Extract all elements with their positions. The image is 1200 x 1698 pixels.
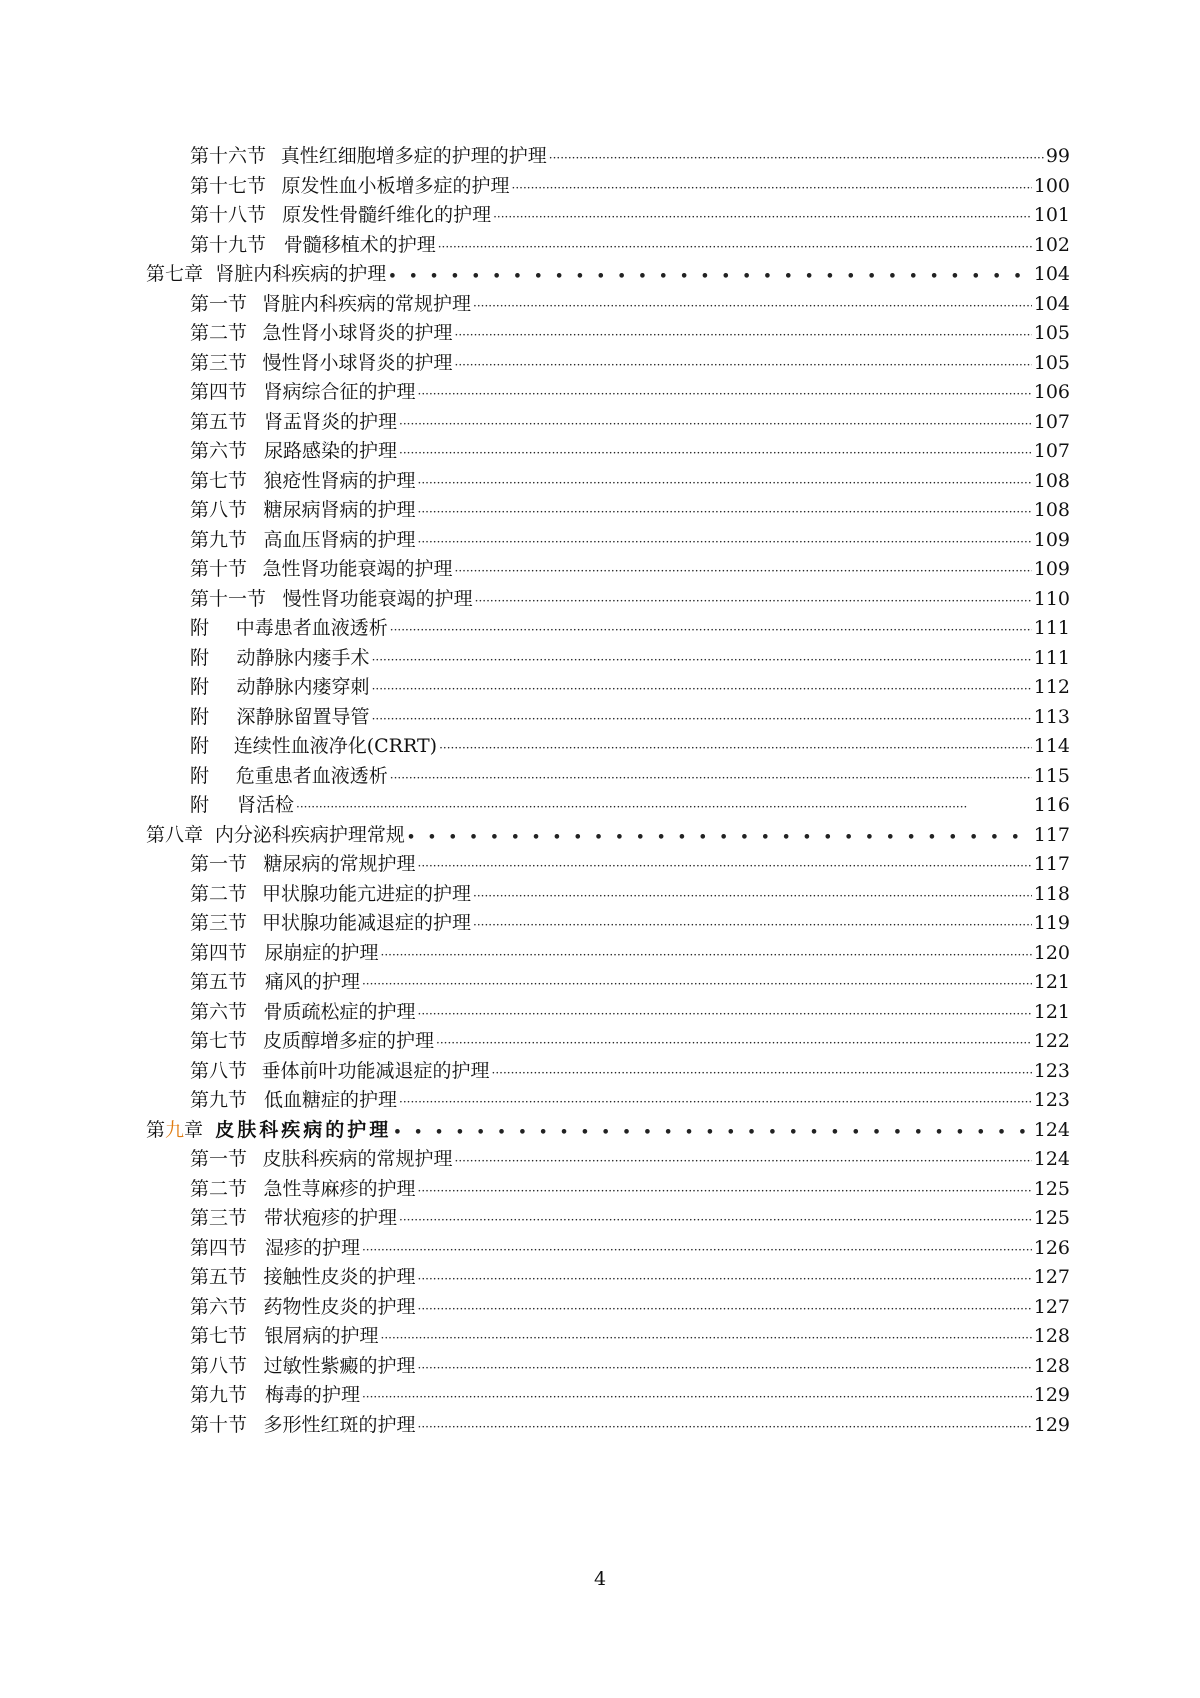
toc-entry-title: 皮肤科疾病的护理 bbox=[215, 1118, 392, 1141]
toc-entry-title: 多形性红斑的护理 bbox=[263, 1413, 416, 1436]
toc-section-entry[interactable] bbox=[190, 791, 1070, 819]
dot-leader bbox=[418, 1263, 1032, 1293]
toc-entry-page: 118 bbox=[1033, 882, 1070, 905]
dot-leader bbox=[390, 614, 1032, 644]
toc-entry-label: 附 bbox=[190, 705, 210, 728]
toc-section-entry[interactable] bbox=[190, 850, 1070, 878]
toc-entry-title: 梅毒的护理 bbox=[264, 1384, 360, 1406]
toc-entry-label: 第二节 bbox=[190, 322, 248, 344]
toc-section-entry[interactable] bbox=[190, 1204, 1070, 1232]
dot-leader bbox=[399, 1086, 1032, 1116]
toc-entry-page: 122 bbox=[1033, 1030, 1070, 1052]
toc-entry-label: 第七节 bbox=[190, 1325, 248, 1347]
toc-section-entry[interactable] bbox=[190, 555, 1070, 583]
toc-chapter-entry[interactable] bbox=[146, 260, 1070, 288]
dot-leader bbox=[473, 290, 1032, 320]
toc-entry-label: 第十七节 bbox=[190, 174, 267, 197]
toc-chapter-entry[interactable] bbox=[146, 821, 1070, 849]
toc-entry-label: 第九节 bbox=[190, 1384, 248, 1406]
toc-entry-title: 慢性肾功能衰竭的护理 bbox=[282, 587, 473, 610]
toc-entry-title: 急性肾小球肾炎的护理 bbox=[262, 322, 453, 344]
dot-leader bbox=[362, 1234, 1032, 1264]
toc-entry-title: 糖尿病肾病的护理 bbox=[263, 499, 416, 521]
dot-leader bbox=[418, 1411, 1032, 1441]
dot-leader bbox=[407, 821, 1032, 852]
dot-leader bbox=[393, 1116, 1032, 1147]
toc-section-entry[interactable] bbox=[190, 1145, 1070, 1173]
toc-entry-page: 126 bbox=[1033, 1236, 1070, 1259]
toc-entry-title: 内分泌科疾病护理常规 bbox=[214, 823, 405, 846]
toc-section-entry[interactable] bbox=[190, 496, 1070, 524]
toc-entry-page: 123 bbox=[1033, 1059, 1070, 1082]
toc-section-entry[interactable] bbox=[190, 172, 1070, 200]
toc-entry-label: 第十九节 bbox=[190, 233, 267, 256]
toc-section-entry[interactable] bbox=[190, 1234, 1070, 1262]
dot-leader bbox=[455, 349, 1032, 379]
toc-entry-page: 100 bbox=[1033, 174, 1070, 197]
dot-leader bbox=[473, 880, 1032, 910]
toc-entry-title: 慢性肾小球肾炎的护理 bbox=[262, 351, 453, 374]
toc-entry-label: 第十节 bbox=[190, 558, 248, 580]
dot-leader bbox=[473, 909, 1032, 939]
toc-entry-label: 第二节 bbox=[190, 1177, 248, 1200]
toc-section-entry[interactable] bbox=[190, 1293, 1070, 1321]
dot-leader bbox=[418, 526, 1032, 556]
toc-entry-label: 第五节 bbox=[190, 1266, 248, 1288]
toc-section-entry[interactable] bbox=[190, 732, 1070, 760]
toc-entry-title: 尿路感染的护理 bbox=[263, 440, 397, 462]
toc-entry-title: 皮质醇增多症的护理 bbox=[262, 1030, 434, 1052]
toc-section-entry[interactable] bbox=[190, 762, 1070, 790]
toc-entry-title: 痛风的护理 bbox=[264, 971, 360, 993]
dot-leader bbox=[549, 142, 1044, 172]
toc-section-entry[interactable] bbox=[190, 290, 1070, 318]
toc-entry-label: 第三节 bbox=[190, 1207, 248, 1229]
toc-entry-title: 垂体前叶功能减退症的护理 bbox=[261, 1059, 490, 1082]
toc-entry-label: 第四节 bbox=[190, 941, 248, 964]
dot-leader bbox=[399, 437, 1032, 467]
toc-section-entry[interactable] bbox=[190, 437, 1070, 465]
dot-leader bbox=[475, 585, 1032, 615]
toc-section-entry[interactable] bbox=[190, 614, 1070, 642]
toc-entry-label: 第六节 bbox=[190, 1295, 248, 1318]
toc-entry-label: 第八节 bbox=[190, 1354, 248, 1377]
toc-entry-page: 125 bbox=[1033, 1177, 1070, 1200]
toc-section-entry[interactable] bbox=[190, 378, 1070, 406]
dot-leader bbox=[493, 201, 1032, 231]
toc-entry-title: 骨质疏松症的护理 bbox=[263, 1000, 416, 1023]
dot-leader bbox=[418, 1352, 1032, 1382]
toc-entry-title: 甲状腺功能减退症的护理 bbox=[262, 912, 472, 934]
toc-entry-title: 原发性骨髓纤维化的护理 bbox=[282, 204, 492, 226]
toc-section-entry[interactable] bbox=[190, 201, 1070, 229]
toc-entry-label: 第六节 bbox=[190, 440, 248, 462]
toc-section-entry[interactable] bbox=[190, 142, 1070, 170]
dot-leader bbox=[438, 231, 1032, 261]
toc-entry-label: 第七章 bbox=[146, 263, 204, 285]
toc-entry-page: 129 bbox=[1033, 1384, 1070, 1406]
dot-leader bbox=[436, 1027, 1032, 1057]
toc-entry-title: 连续性血液净化(CRRT) bbox=[233, 735, 438, 757]
toc-entry-label: 第一节 bbox=[190, 853, 248, 875]
toc-entry-title: 真性红细胞增多症的护理的护理 bbox=[280, 145, 547, 167]
toc-entry-page: 99 bbox=[1045, 145, 1070, 167]
toc-entry-label: 第四节 bbox=[190, 381, 248, 403]
toc-entry-page: 105 bbox=[1033, 322, 1070, 344]
toc-entry-label: 第十节 bbox=[190, 1413, 248, 1436]
toc-entry-title: 狼疮性肾病的护理 bbox=[263, 469, 416, 492]
dot-leader bbox=[418, 378, 1032, 408]
toc-entry-label: 第三节 bbox=[190, 912, 248, 934]
toc-entry-label: 第九节 bbox=[190, 528, 248, 551]
toc-entry-page: 124 bbox=[1033, 1118, 1070, 1141]
toc-entry-label: 第九章 bbox=[146, 1118, 204, 1141]
toc-entry-title: 低血糖症的护理 bbox=[263, 1089, 397, 1111]
toc-entry-title: 尿崩症的护理 bbox=[264, 941, 379, 964]
toc-entry-title: 甲状腺功能亢进症的护理 bbox=[262, 882, 472, 905]
toc-section-entry[interactable] bbox=[190, 1057, 1070, 1085]
toc-entry-label: 附 bbox=[190, 794, 210, 816]
toc-section-entry[interactable] bbox=[190, 673, 1070, 701]
toc-entry-label: 第二节 bbox=[190, 882, 248, 905]
toc-entry-label: 第六节 bbox=[190, 1000, 248, 1023]
toc-entry-label: 第四节 bbox=[190, 1236, 248, 1259]
toc-entry-label: 第十六节 bbox=[190, 145, 267, 167]
toc-section-entry[interactable] bbox=[190, 939, 1070, 967]
toc-entry-page: 105 bbox=[1033, 351, 1070, 374]
toc-section-entry[interactable] bbox=[190, 644, 1070, 672]
dot-leader bbox=[418, 998, 1032, 1028]
toc-entry-title: 高血压肾病的护理 bbox=[263, 528, 416, 551]
toc-entry-page: 107 bbox=[1033, 440, 1070, 462]
toc-entry-page: 113 bbox=[1033, 705, 1070, 728]
toc-entry-title: 肾病综合征的护理 bbox=[263, 381, 416, 403]
toc-entry-title: 药物性皮炎的护理 bbox=[263, 1295, 416, 1318]
toc-section-entry[interactable] bbox=[190, 1263, 1070, 1291]
toc-entry-title: 动静脉内瘘穿刺 bbox=[236, 676, 370, 698]
toc-section-entry[interactable] bbox=[190, 526, 1070, 554]
toc-entry-label: 第五节 bbox=[190, 971, 248, 993]
toc-entry-title: 中毒患者血液透析 bbox=[235, 617, 388, 639]
toc-entry-page: 124 bbox=[1033, 1148, 1070, 1170]
dot-leader bbox=[455, 1145, 1032, 1175]
toc-entry-page: 108 bbox=[1033, 469, 1070, 492]
toc-entry-title: 骨髓移植术的护理 bbox=[283, 233, 436, 256]
toc-section-entry[interactable] bbox=[190, 968, 1070, 996]
toc-entry-page: 119 bbox=[1033, 912, 1070, 934]
toc-entry-label: 第八节 bbox=[190, 1059, 248, 1082]
dot-leader bbox=[372, 644, 1032, 674]
dot-leader bbox=[399, 1204, 1032, 1234]
toc-entry-page: 128 bbox=[1033, 1354, 1070, 1377]
toc-entry-label: 第一节 bbox=[190, 1148, 248, 1170]
toc-entry-page: 121 bbox=[1033, 971, 1070, 993]
toc-section-entry[interactable] bbox=[190, 1352, 1070, 1380]
toc-entry-page: 117 bbox=[1033, 853, 1070, 875]
toc-section-entry[interactable] bbox=[190, 349, 1070, 377]
toc-entry-label: 第三节 bbox=[190, 351, 248, 374]
dot-leader bbox=[418, 467, 1032, 497]
toc-entry-page: 116 bbox=[1033, 794, 1070, 816]
toc-entry-page: 112 bbox=[1033, 676, 1070, 698]
toc-entry-title: 肾盂肾炎的护理 bbox=[263, 410, 397, 433]
toc-entry-title: 糖尿病的常规护理 bbox=[263, 853, 416, 875]
toc-entry-page: 109 bbox=[1033, 528, 1070, 551]
toc-section-entry[interactable] bbox=[190, 1411, 1070, 1439]
toc-entry-page: 117 bbox=[1033, 823, 1070, 846]
toc-section-entry[interactable] bbox=[190, 1322, 1070, 1350]
toc-entry-title: 接触性皮炎的护理 bbox=[263, 1266, 416, 1288]
toc-entry-page: 125 bbox=[1033, 1207, 1070, 1229]
dot-leader bbox=[362, 1381, 1032, 1411]
toc-section-entry[interactable] bbox=[190, 467, 1070, 495]
toc-entry-label: 第十八节 bbox=[190, 204, 267, 226]
toc-entry-page: 120 bbox=[1033, 941, 1070, 964]
toc-entry-title: 深静脉留置导管 bbox=[236, 705, 370, 728]
dot-leader bbox=[372, 673, 1032, 703]
toc-entry-label: 附 bbox=[190, 646, 210, 669]
toc-section-entry[interactable] bbox=[190, 408, 1070, 436]
toc-entry-title: 肾活检 bbox=[237, 794, 295, 816]
toc-entry-label: 第八节 bbox=[190, 499, 248, 521]
toc-entry-title: 带状疱疹的护理 bbox=[263, 1207, 397, 1229]
toc-section-entry[interactable] bbox=[190, 231, 1070, 259]
toc-entry-label: 第一节 bbox=[190, 292, 248, 315]
dot-leader bbox=[418, 496, 1032, 526]
toc-entry-page: 127 bbox=[1033, 1295, 1070, 1318]
toc-entry-page: 104 bbox=[1033, 263, 1070, 285]
toc-entry-page: 106 bbox=[1033, 381, 1070, 403]
dot-leader bbox=[492, 1057, 1032, 1087]
toc-entry-title: 急性荨麻疹的护理 bbox=[263, 1177, 416, 1200]
toc-section-entry[interactable] bbox=[190, 319, 1070, 347]
toc-entry-page: 111 bbox=[1033, 617, 1070, 639]
toc-entry-page: 111 bbox=[1033, 646, 1070, 669]
toc-entry-page: 121 bbox=[1033, 1000, 1070, 1023]
dot-leader bbox=[418, 1293, 1032, 1323]
toc-section-entry[interactable] bbox=[190, 1175, 1070, 1203]
toc-entry-page: 101 bbox=[1033, 204, 1070, 226]
toc-entry-page: 109 bbox=[1033, 558, 1070, 580]
toc-entry-page: 114 bbox=[1033, 735, 1070, 757]
toc-entry-title: 过敏性紫癜的护理 bbox=[263, 1354, 416, 1377]
dot-leader bbox=[455, 319, 1032, 349]
toc-entry-title: 危重患者血液透析 bbox=[235, 764, 388, 787]
toc-entry-label: 第十一节 bbox=[190, 587, 267, 610]
toc-entry-page: 102 bbox=[1033, 233, 1070, 256]
toc-section-entry[interactable] bbox=[190, 585, 1070, 613]
toc-entry-page: 108 bbox=[1033, 499, 1070, 521]
toc-section-entry[interactable] bbox=[190, 1381, 1070, 1409]
page-number: 4 bbox=[593, 1568, 607, 1590]
dot-leader bbox=[362, 968, 1032, 998]
toc-entry-title: 急性肾功能衰竭的护理 bbox=[262, 558, 453, 580]
dot-leader bbox=[439, 732, 1032, 762]
toc-entry-title: 原发性血小板增多症的护理 bbox=[281, 174, 510, 197]
toc-section-entry[interactable] bbox=[190, 703, 1070, 731]
toc-entry-label: 第七节 bbox=[190, 469, 248, 492]
toc-entry-title: 肾脏内科疾病的常规护理 bbox=[262, 292, 472, 315]
dot-leader bbox=[399, 408, 1032, 438]
toc-entry-label: 附 bbox=[190, 735, 210, 757]
toc-entry-label: 附 bbox=[190, 676, 210, 698]
toc-chapter-entry[interactable] bbox=[146, 1116, 1070, 1144]
toc-section-entry[interactable] bbox=[190, 909, 1070, 937]
dot-leader bbox=[418, 850, 1032, 880]
toc-entry-label: 第七节 bbox=[190, 1030, 248, 1052]
toc-entry-title: 动静脉内瘘手术 bbox=[236, 646, 370, 669]
toc-entry-page: 107 bbox=[1033, 410, 1070, 433]
toc-entry-page: 104 bbox=[1033, 292, 1070, 315]
dot-leader bbox=[455, 555, 1032, 585]
toc-section-entry[interactable] bbox=[190, 998, 1070, 1026]
dot-leader bbox=[512, 172, 1032, 202]
dot-leader bbox=[390, 762, 1032, 792]
toc-entry-page: 115 bbox=[1033, 764, 1070, 787]
toc-entry-label: 第五节 bbox=[190, 410, 248, 433]
toc-section-entry[interactable] bbox=[190, 1027, 1070, 1055]
toc-entry-title: 银屑病的护理 bbox=[264, 1325, 379, 1347]
toc-entry-title: 肾脏内科疾病的护理 bbox=[215, 263, 387, 285]
toc-entry-page: 123 bbox=[1033, 1089, 1070, 1111]
toc-section-entry[interactable] bbox=[190, 1086, 1070, 1114]
toc-entry-page: 127 bbox=[1033, 1266, 1070, 1288]
toc-entry-label: 附 bbox=[190, 764, 210, 787]
toc-entry-page: 129 bbox=[1033, 1413, 1070, 1436]
dot-leader bbox=[372, 703, 1032, 733]
dot-leader bbox=[388, 260, 1031, 291]
dot-leader bbox=[296, 791, 1032, 821]
dot-leader bbox=[381, 939, 1032, 969]
toc-section-entry[interactable] bbox=[190, 880, 1070, 908]
toc-entry-label: 附 bbox=[190, 617, 210, 639]
toc-entry-title: 湿疹的护理 bbox=[264, 1236, 360, 1259]
dot-leader bbox=[418, 1175, 1032, 1205]
toc-entry-title: 皮肤科疾病的常规护理 bbox=[262, 1148, 453, 1170]
toc-entry-page: 110 bbox=[1033, 587, 1070, 610]
toc-entry-label: 第八章 bbox=[146, 823, 204, 846]
toc-entry-page: 128 bbox=[1033, 1325, 1070, 1347]
toc-entry-label: 第九节 bbox=[190, 1089, 248, 1111]
dot-leader bbox=[381, 1322, 1032, 1352]
